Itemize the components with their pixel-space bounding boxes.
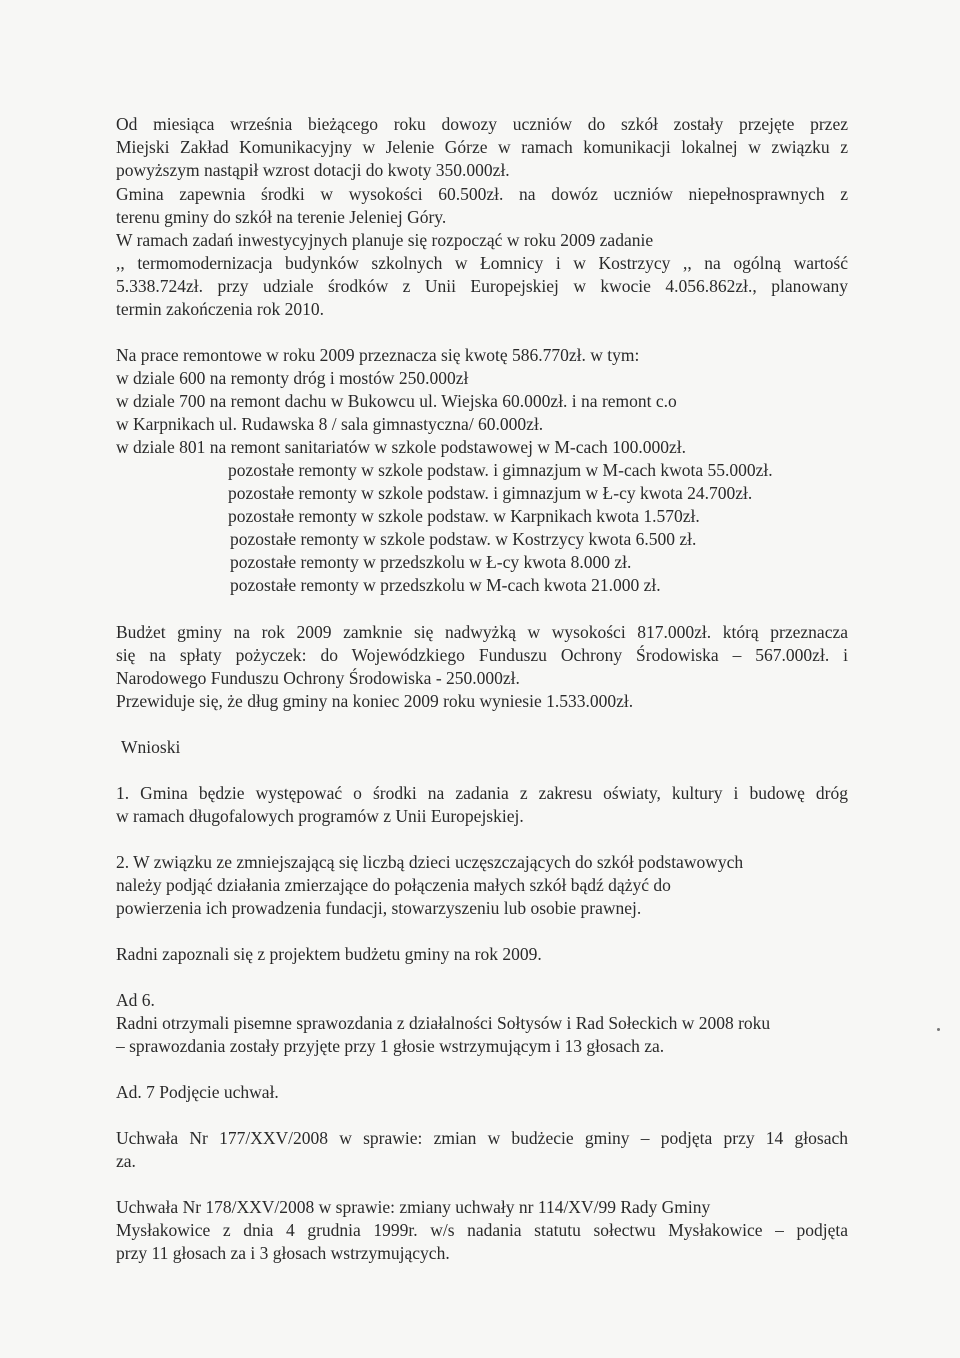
para2-line: pozostałe remonty w przedszkolu w M-cach kwota 21.000 zł.: [230, 575, 661, 595]
para1-line: 5.338.724zł. przy udziale środków z Unii Europejskiej w kwocie 4.056.862zł., planowany: [116, 276, 848, 296]
para1-line: powyższym nastąpił wzrost dotacji do kwoty 350.000zł.: [116, 160, 510, 180]
resolution-177: za.: [116, 1151, 136, 1171]
conclusions-heading: Wnioski: [121, 737, 181, 757]
para3-line: Narodowego Funduszu Ochrony Środowiska - 250.000zł.: [116, 668, 520, 688]
conclusion-item-2: powierzenia ich prowadzenia fundacji, stowarzyszeniu lub osobie prawnej.: [116, 898, 642, 918]
budget-note: Radni zapoznali się z projektem budżetu gminy na rok 2009.: [116, 944, 542, 964]
para1-line: Miejski Zakład Komunikacyjny w Jelenie Górze w ramach komunikacji lokalnej w związku z: [116, 137, 848, 157]
para2-line: pozostałe remonty w przedszkolu w Ł-cy kwota 8.000 zł.: [230, 552, 632, 572]
para1-line: termin zakończenia rok 2010.: [116, 299, 324, 319]
ad6-line: – sprawozdania zostały przyjęte przy 1 głosie wstrzymującym i 13 głosach za.: [116, 1036, 665, 1056]
para1-line: terenu gminy do szkół na terenie Jeleniej Góry.: [116, 207, 447, 227]
ad6-heading: Ad 6.: [116, 990, 155, 1010]
para2-line: Na prace remontowe w roku 2009 przeznacza się kwotę 586.770zł. w tym:: [116, 345, 640, 365]
para3-line: Przewiduje się, że dług gminy na koniec 2009 roku wyniesie 1.533.000zł.: [116, 691, 634, 711]
para2-line: w Karpnikach ul. Rudawska 8 / sala gimnastyczna/ 60.000zł.: [116, 414, 544, 434]
para2-line: pozostałe remonty w szkole podstaw. w Kostrzycy kwota 6.500 zł.: [230, 529, 697, 549]
para1-line: Gmina zapewnia środki w wysokości 60.500zł. na dowóz uczniów niepełnosprawnych z: [116, 184, 848, 204]
para3-line: Budżet gminy na rok 2009 zamknie się nadwyżką w wysokości 817.000zł. którą przeznacza: [116, 622, 848, 642]
ad7-heading: Ad. 7 Podjęcie uchwał.: [116, 1082, 279, 1102]
para1-line: ,, termomodernizacja budynków szkolnych w Łomnicy i w Kostrzycy ,, na ogólną wartość: [116, 253, 848, 273]
para3-line: się na spłaty pożyczek: do Wojewódzkiego Funduszu Ochrony Środowiska – 567.000zł. i: [116, 645, 848, 665]
para2-line: pozostałe remonty w szkole podstaw. w Karpnikach kwota 1.570zł.: [228, 506, 700, 526]
para2-line: w dziale 600 na remonty dróg i mostów 250.000zł: [116, 368, 469, 388]
conclusion-item-1: 1. Gmina będzie występować o środki na zadania z zakresu oświaty, kultury i budowę dróg: [116, 783, 848, 803]
resolution-178: Uchwała Nr 178/XXV/2008 w sprawie: zmiany uchwały nr 114/XV/99 Rady Gminy: [116, 1197, 711, 1217]
resolution-178: Mysłakowice z dnia 4 grudnia 1999r. w/s nadania statutu sołectwu Mysłakowice – podjęta: [116, 1220, 848, 1240]
conclusion-item-1: w ramach długofalowych programów z Unii Europejskiej.: [116, 806, 524, 826]
conclusion-item-2: 2. W związku ze zmniejszającą się liczbą dzieci uczęszczających do szkół podstawowych: [116, 852, 744, 872]
scan-speck: [937, 1028, 940, 1031]
para1-line: Od miesiąca września bieżącego roku dowozy uczniów do szkół zostały przejęte przez: [116, 114, 848, 134]
para2-line: w dziale 801 na remont sanitariatów w szkole podstawowej w M-cach 100.000zł.: [116, 437, 687, 457]
ad6-line: Radni otrzymali pisemne sprawozdania z działalności Sołtysów i Rad Sołeckich w 2008 roku: [116, 1013, 771, 1033]
resolution-178: przy 11 głosach za i 3 głosach wstrzymujących.: [116, 1243, 450, 1263]
para2-line: pozostałe remonty w szkole podstaw. i gimnazjum w Ł-cy kwota 24.700zł.: [228, 483, 753, 503]
para2-line: w dziale 700 na remont dachu w Bukowcu ul. Wiejska 60.000zł. i na remont c.o: [116, 391, 677, 411]
para1-line: W ramach zadań inwestycyjnych planuje się rozpocząć w roku 2009 zadanie: [116, 230, 654, 250]
resolution-177: Uchwała Nr 177/XXV/2008 w sprawie: zmian w budżecie gminy – podjęta przy 14 głosach: [116, 1128, 848, 1148]
para2-line: pozostałe remonty w szkole podstaw. i gimnazjum w M-cach kwota 55.000zł.: [228, 460, 773, 480]
conclusion-item-2: należy podjąć działania zmierzające do połączenia małych szkół bądź dążyć do: [116, 875, 671, 895]
